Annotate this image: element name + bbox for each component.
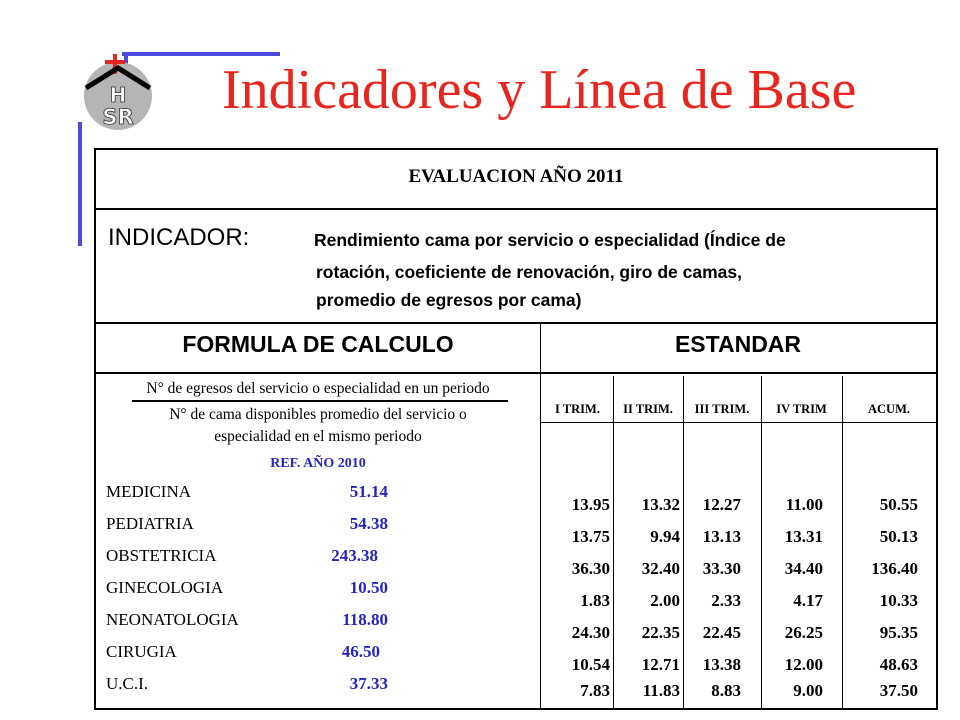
indicator-line-1: Rendimiento cama por servicio o especialidad (Índice de	[314, 230, 786, 250]
value-cell: 13.31	[784, 527, 823, 546]
value-cell: 48.63	[879, 655, 918, 674]
divider	[96, 208, 936, 210]
value-cell: 22.45	[702, 623, 741, 642]
service-ref-value: 243.38	[331, 546, 378, 565]
logo-text-bottom: SR	[102, 105, 134, 129]
value-cell: 34.40	[784, 559, 823, 578]
value-cell: 10.54	[571, 655, 610, 674]
value-cell: 13.13	[702, 527, 741, 546]
service-ref-value: 46.50	[341, 642, 380, 661]
service-ref-value: 37.33	[349, 674, 388, 693]
fraction-line	[132, 400, 508, 402]
service-name: NEONATOLOGIA	[106, 610, 239, 629]
value-cell: 13.32	[641, 495, 680, 514]
service-ref-value: 54.38	[349, 514, 388, 533]
value-cell: 50.13	[879, 527, 918, 546]
value-cell: 13.75	[571, 527, 610, 546]
value-cell: 12.27	[702, 495, 741, 514]
value-cell: 1.83	[580, 591, 610, 610]
value-cell: 11.83	[642, 681, 680, 700]
service-name: U.C.I.	[106, 674, 149, 693]
decorative-bar-vertical-long	[78, 122, 82, 246]
reference-year-label: REF. AÑO 2010	[270, 456, 366, 471]
value-cell: 50.55	[879, 495, 918, 514]
value-cell: 36.30	[571, 559, 610, 578]
service-name: PEDIATRIA	[106, 514, 194, 533]
formula-denominator-line-1: N° de cama disponibles promedio del servicio o	[169, 406, 467, 423]
value-cell: 11.00	[785, 495, 823, 514]
logo-text-top: H	[109, 83, 127, 107]
slide-title: Indicadores y Línea de Base	[222, 59, 857, 121]
service-name: CIRUGIA	[106, 642, 177, 661]
value-cell: 136.40	[871, 559, 918, 578]
value-cell: 13.38	[702, 655, 741, 674]
formula-denominator-line-2: especialidad en el mismo periodo	[214, 428, 422, 445]
value-cell: 33.30	[702, 559, 741, 578]
formula-numerator: N° de egresos del servicio o especialidad en un periodo	[146, 380, 490, 397]
value-cell: 9.94	[650, 527, 680, 546]
hospital-logo	[78, 52, 160, 134]
indicator-line-3: promedio de egresos por cama)	[316, 290, 582, 310]
value-cell: 8.83	[711, 681, 741, 700]
table-header: EVALUACION AÑO 2011	[408, 166, 624, 187]
formula-header: FORMULA DE CALCULO	[182, 331, 454, 357]
value-cell: 4.17	[793, 591, 823, 610]
value-cell: 10.33	[879, 591, 918, 610]
value-cell: 24.30	[571, 623, 610, 642]
service-name: OBSTETRICIA	[106, 546, 217, 565]
value-cell: 26.25	[784, 623, 823, 642]
divider	[96, 322, 936, 324]
column-divider	[540, 322, 541, 708]
value-cell: 2.00	[650, 591, 680, 610]
indicator-label: INDICADOR:	[108, 224, 250, 251]
service-name: MEDICINA	[106, 482, 191, 501]
value-cell: 12.71	[641, 655, 680, 674]
value-cell: 9.00	[793, 681, 823, 700]
value-cell: 12.00	[784, 655, 823, 674]
period-header: IV TRIM	[776, 402, 827, 416]
period-header: I TRIM.	[555, 402, 600, 416]
divider	[96, 372, 936, 374]
value-cell: 22.35	[641, 623, 680, 642]
value-cell: 13.95	[571, 495, 610, 514]
evaluation-table	[94, 148, 938, 710]
indicator-line-2: rotación, coeficiente de renovación, giro de camas,	[316, 262, 742, 282]
standard-header: ESTANDAR	[674, 331, 802, 357]
value-cell: 7.83	[580, 681, 610, 700]
value-cell: 37.50	[879, 681, 918, 700]
period-header: ACUM.	[867, 402, 910, 416]
service-name: GINECOLOGIA	[106, 578, 224, 597]
service-ref-value: 10.50	[349, 578, 388, 597]
value-cell: 95.35	[879, 623, 918, 642]
value-cell: 2.33	[711, 591, 741, 610]
period-separator	[540, 422, 936, 423]
period-header: III TRIM.	[694, 402, 750, 416]
service-ref-value: 51.14	[349, 482, 388, 501]
service-ref-value: 118.80	[342, 610, 388, 629]
period-header: II TRIM.	[623, 402, 673, 416]
value-cell: 32.40	[641, 559, 680, 578]
